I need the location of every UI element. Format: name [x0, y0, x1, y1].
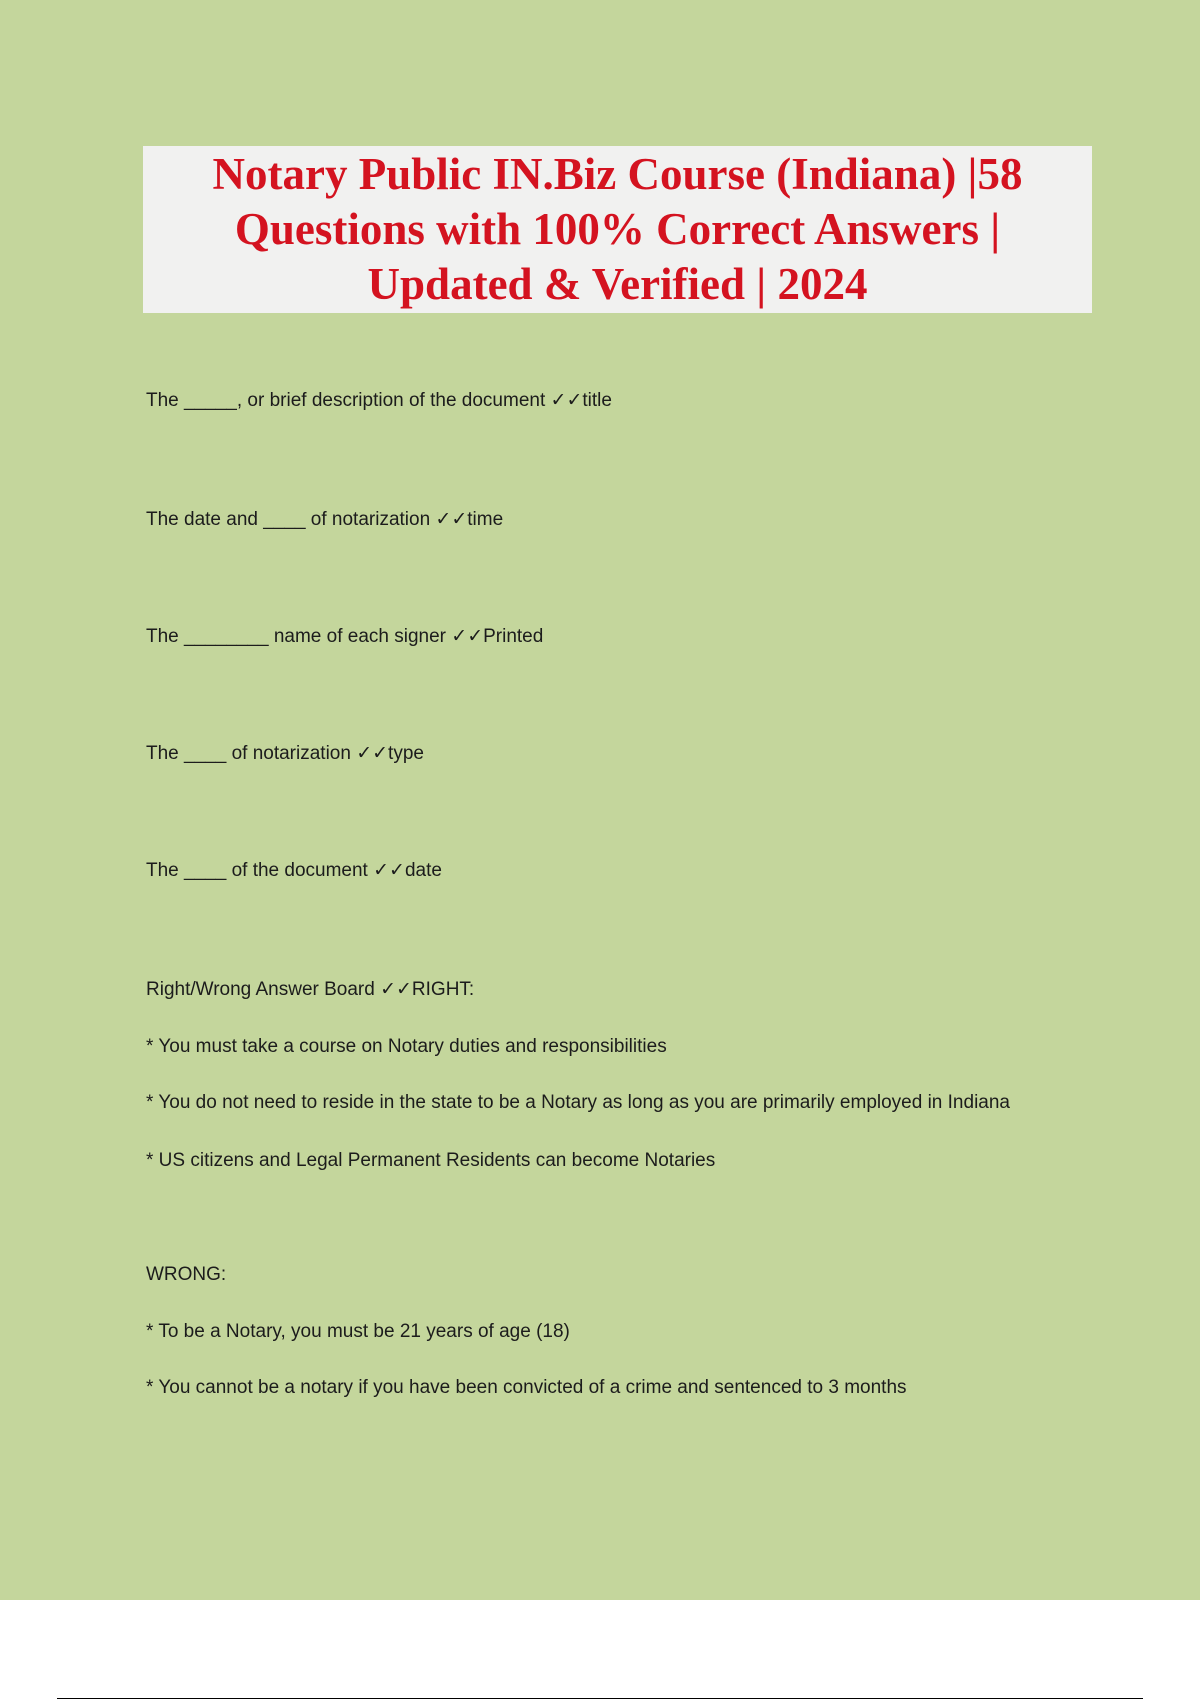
right-item-residence: * You do not need to reside in the state to be a Notary as long as you are primarily employed in Indiana: [146, 1092, 1010, 1113]
question-printed-name: The ________ name of each signer ✓✓Printed: [146, 626, 544, 647]
question-date: The ____ of the document ✓✓date: [146, 860, 442, 881]
question-title: The _____, or brief description of the document ✓✓title: [146, 390, 612, 411]
wrong-item-conviction: * You cannot be a notary if you have been convicted of a crime and sentenced to 3 months: [146, 1377, 907, 1398]
wrong-heading: WRONG:: [146, 1264, 227, 1285]
right-item-citizens: * US citizens and Legal Permanent Residents can become Notaries: [146, 1150, 716, 1171]
question-type: The ____ of notarization ✓✓type: [146, 743, 424, 764]
wrong-item-age: * To be a Notary, you must be 21 years of age (18): [146, 1321, 570, 1342]
footer-divider: [57, 1698, 1143, 1699]
answer-board-heading: Right/Wrong Answer Board ✓✓RIGHT:: [146, 979, 475, 1000]
title-banner: [143, 146, 1092, 313]
question-time: The date and ____ of notarization ✓✓time: [146, 509, 504, 530]
right-item-course: * You must take a course on Notary duties and responsibilities: [146, 1036, 667, 1057]
document-title: Notary Public IN.Biz Course (Indiana) |58 Questions with 100% Correct Answers | Updated & Verified | 2024: [212, 149, 1023, 309]
